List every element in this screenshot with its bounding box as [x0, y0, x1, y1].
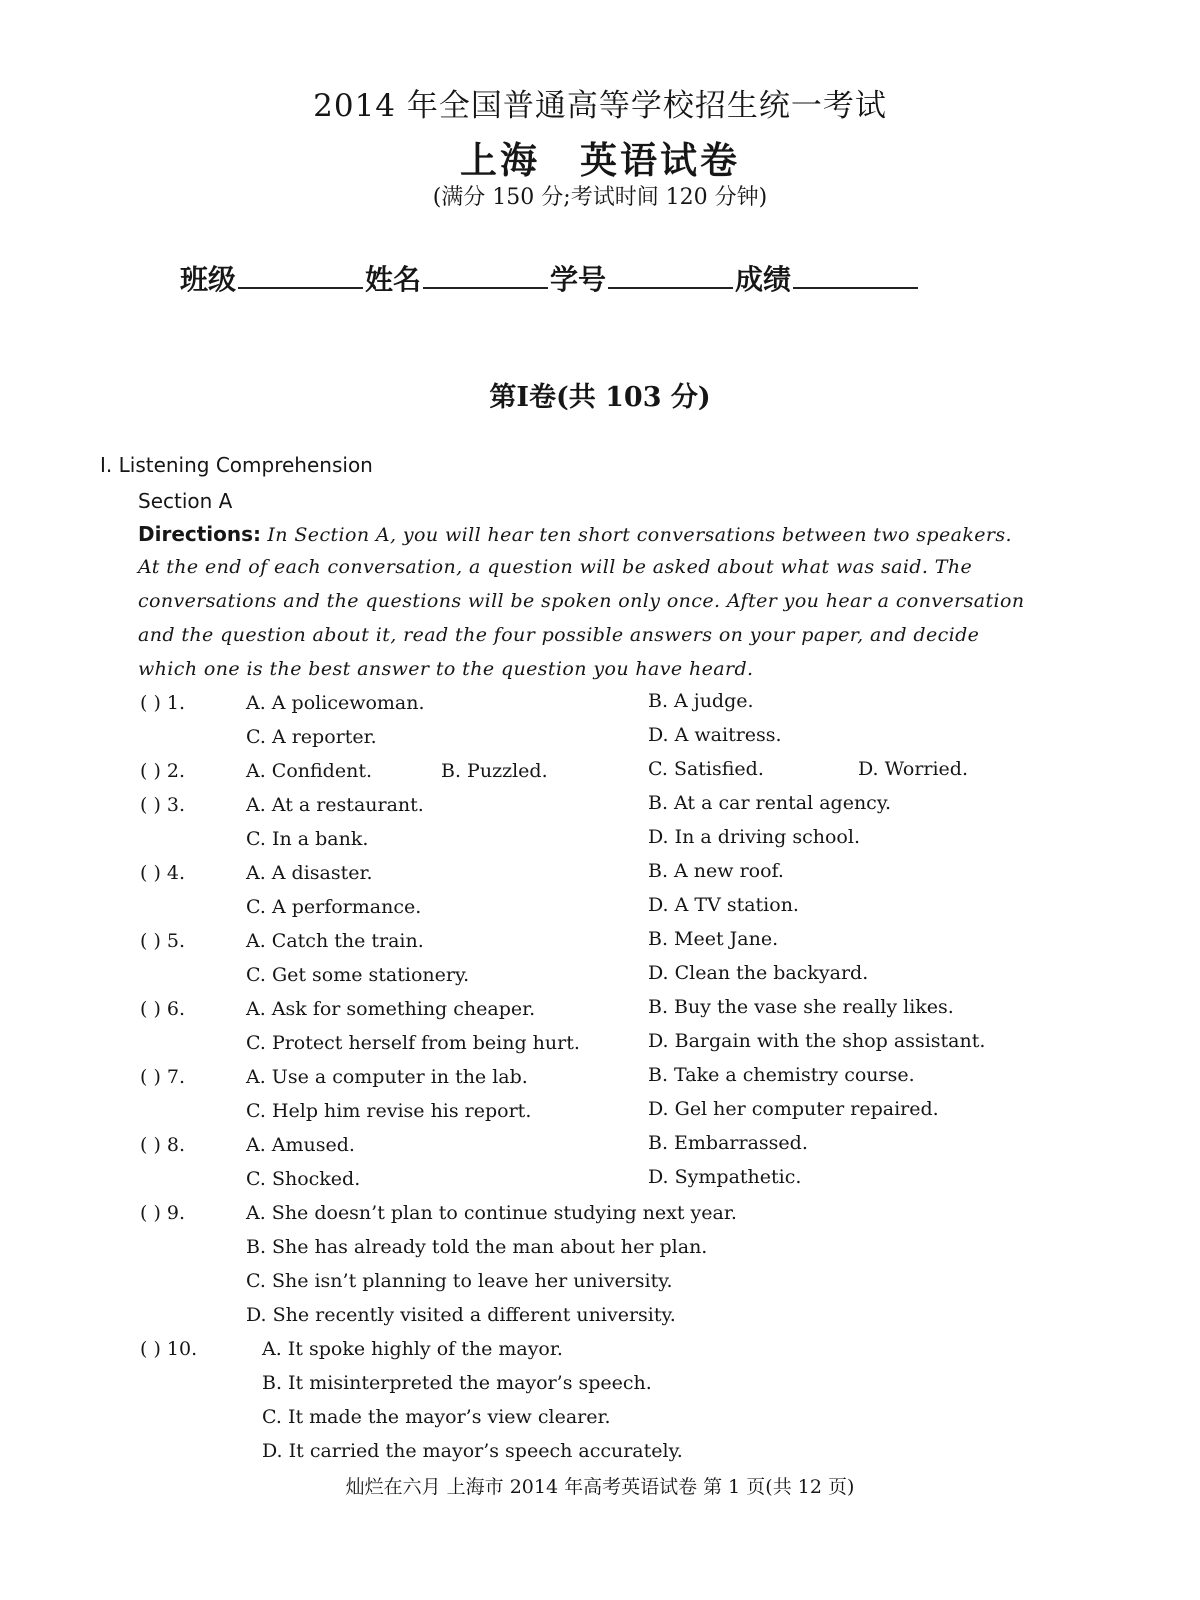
option-2d: D. Worried.: [858, 758, 969, 780]
option-3a: A. At a restaurant.: [246, 794, 424, 816]
exam-title: 2014 年全国普通高等学校招生统一考试: [313, 88, 887, 124]
option-4a: A. A disaster.: [246, 862, 373, 884]
section-heading: Ⅰ. Listening Comprehension: [100, 453, 373, 477]
directions-line-3: conversations and the questions will be spoken only once. After you hear a conversation: [138, 590, 1025, 612]
question-stem-8: ( ) 8.: [140, 1134, 186, 1156]
option-6c: C. Protect herself from being hurt.: [246, 1032, 580, 1054]
option-1b: B. A judge.: [648, 690, 754, 712]
question-stem-4: ( ) 4.: [140, 862, 186, 884]
directions-line-1: In Section A, you will hear ten short conversations between two speakers.: [267, 524, 1012, 546]
option-10b: B. It misinterpreted the mayor’s speech.: [262, 1372, 652, 1394]
directions-first-line: [138, 522, 1012, 546]
option-5d: D. Clean the backyard.: [648, 962, 869, 984]
score-label: 成绩: [735, 263, 792, 296]
option-5c: C. Get some stationery.: [246, 964, 470, 986]
option-2c: C. Satisfied.: [648, 758, 764, 780]
number-blank[interactable]: [608, 261, 733, 289]
option-7b: B. Take a chemistry course.: [648, 1064, 915, 1086]
option-1a: A. A policewoman.: [246, 692, 425, 714]
directions-line-5: which one is the best answer to the question you have heard.: [138, 658, 754, 680]
question-stem-7: ( ) 7.: [140, 1066, 186, 1088]
directions-line-2: At the end of each conversation, a question will be asked about what was said. The: [138, 556, 973, 578]
option-8d: D. Sympathetic.: [648, 1166, 802, 1188]
option-9b: B. She has already told the man about her plan.: [246, 1236, 708, 1258]
question-stem-5: ( ) 5.: [140, 930, 186, 952]
option-6a: A. Ask for something cheaper.: [246, 998, 536, 1020]
class-label: 班级: [180, 263, 237, 296]
option-1d: D. A waitress.: [648, 724, 782, 746]
student-info-row: [180, 258, 920, 298]
option-5a: A. Catch the train.: [246, 930, 424, 952]
option-3c: C. In a bank.: [246, 828, 369, 850]
score-info: (满分 150 分;考试时间 120 分钟): [432, 185, 768, 210]
question-stem-3: ( ) 3.: [140, 794, 186, 816]
option-1c: C. A reporter.: [246, 726, 377, 748]
class-blank[interactable]: [238, 261, 363, 289]
option-4c: C. A performance.: [246, 896, 422, 918]
section-sub: Section A: [138, 489, 233, 513]
question-stem-6: ( ) 6.: [140, 998, 186, 1020]
name-blank[interactable]: [423, 261, 548, 289]
paper-title: [0, 130, 1200, 184]
option-8b: B. Embarrassed.: [648, 1132, 808, 1154]
paper-title-region: 上海: [460, 138, 540, 182]
option-6d: D. Bargain with the shop assistant.: [648, 1030, 986, 1052]
option-3b: B. At a car rental agency.: [648, 792, 892, 814]
name-label: 姓名: [365, 263, 422, 296]
score-blank[interactable]: [793, 261, 918, 289]
option-6b: B. Buy the vase she really likes.: [648, 996, 954, 1018]
option-4b: B. A new roof.: [648, 860, 784, 882]
part-title: 第Ⅰ卷(共 103 分): [489, 382, 711, 413]
page-footer: 灿烂在六月 上海市 2014 年高考英语试卷 第 1 页(共 12 页): [345, 1476, 855, 1498]
option-9c: C. She isn’t planning to leave her university.: [246, 1270, 673, 1292]
option-7a: A. Use a computer in the lab.: [246, 1066, 528, 1088]
option-5b: B. Meet Jane.: [648, 928, 779, 950]
question-stem-10: ( ) 10.: [140, 1338, 198, 1360]
option-10c: C. It made the mayor’s view clearer.: [262, 1406, 611, 1428]
number-label: 学号: [550, 263, 607, 296]
question-stem-9: ( ) 9.: [140, 1202, 186, 1224]
option-10a: A. It spoke highly of the mayor.: [262, 1338, 563, 1360]
option-7d: D. Gel her computer repaired.: [648, 1098, 939, 1120]
paper-title-subject: 英语试卷: [580, 138, 740, 182]
question-stem-2: ( ) 2.: [140, 760, 186, 782]
question-stem-1: ( ) 1.: [140, 692, 186, 714]
option-9a: A. She doesn’t plan to continue studying next year.: [246, 1202, 737, 1224]
option-2a: A. Confident.: [246, 760, 373, 782]
option-3d: D. In a driving school.: [648, 826, 860, 848]
option-7c: C. Help him revise his report.: [246, 1100, 532, 1122]
option-8a: A. Amused.: [246, 1134, 355, 1156]
directions-line-4: and the question about it, read the four possible answers on your paper, and decide: [138, 624, 980, 646]
option-2b: B. Puzzled.: [441, 760, 548, 782]
option-9d: D. She recently visited a different university.: [246, 1304, 676, 1326]
option-8c: C. Shocked.: [246, 1168, 361, 1190]
option-10d: D. It carried the mayor’s speech accurately.: [262, 1440, 683, 1462]
directions-label: Directions:: [138, 522, 262, 546]
option-4d: D. A TV station.: [648, 894, 799, 916]
